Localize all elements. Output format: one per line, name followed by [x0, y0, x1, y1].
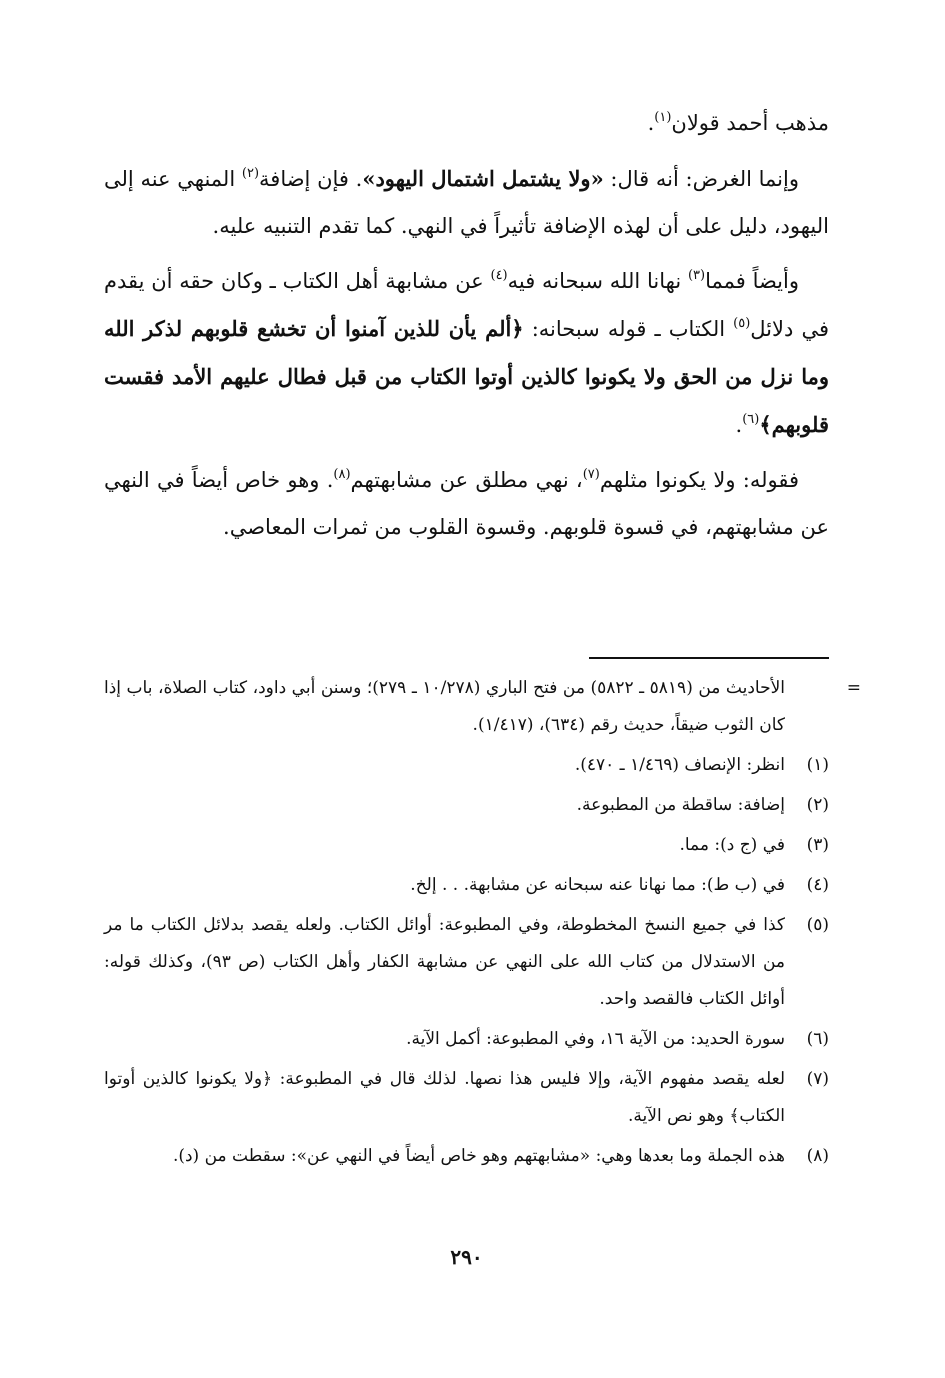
text-span: المنهي عنه إلى اليهود، دليل على أن لهذه الإضافة تأثيراً في النهي. كما تقدم التنبيه عليه. — [104, 167, 829, 238]
text-span: وأيضاً فمما — [705, 269, 799, 293]
text-span: الكتاب ـ قوله سبحانه: — [523, 317, 734, 341]
footnote-text: إضافة: ساقطة من المطبوعة. — [576, 795, 785, 815]
footnote-7 — [104, 1061, 829, 1135]
continuation-mark: = — [846, 678, 861, 698]
page-body — [104, 100, 861, 1269]
footnote-number: (٥) — [806, 915, 829, 935]
footnote-number: (٨) — [806, 1146, 829, 1166]
footnote-ref-6: (٦) — [742, 412, 760, 427]
footnote-text: لعله يقصد مفهوم الآية، وإلا فليس هذا نصها. لذلك قال في المطبوعة: ﴿ولا يكونوا كالذين أوتوا الكتاب﴾ وهو نص الآية. — [104, 1069, 785, 1126]
paragraph-3 — [104, 258, 829, 449]
footnote-ref-3: (٣) — [687, 268, 706, 283]
footnote-ref-8: (٨) — [333, 467, 351, 482]
footnote-ref-4: (٤) — [490, 268, 508, 283]
text-span: مذهب أحمد قولان — [671, 111, 829, 135]
footnote-number: (٤) — [806, 875, 829, 895]
footnote-ref-7: (٧) — [582, 467, 600, 482]
footnote-1 — [104, 747, 829, 784]
footnote-8 — [104, 1138, 829, 1175]
footnote-divider — [589, 657, 829, 659]
footnote-text: في (ج د): مما. — [679, 835, 785, 855]
footnote-4 — [104, 867, 829, 904]
text-span: عن مشابهة أهل الكتاب ـ وكان حقه أن يقدم في دلائل — [104, 269, 829, 341]
footnote-text: كذا في جميع النسخ المخطوطة، وفي المطبوعة: أوائل الكتاب. ولعله يقصد بدلائل الكتاب ما مر من الاستدلال من كتاب الله على النهي عن مشابهة الكفار وأهل الكتاب (ص ٩٣)، وكذلك قوله: أوائل الكتاب فالقصد واحد. — [104, 915, 786, 1009]
text-span: . وهو خاص أيضاً في النهي عن مشابهتهم، في قسوة قلوبهم. وقسوة القلوب من ثمرات المعاصي. — [104, 468, 829, 539]
footnote-ref-1: (١) — [654, 110, 672, 125]
footnote-text: سورة الحديد: من الآية ١٦، وفي المطبوعة: أكمل الآية. — [406, 1029, 785, 1049]
footnote-5 — [104, 907, 829, 1018]
main-text — [104, 100, 829, 551]
quran-verse: ﴿ألم يأن للذين آمنوا أن تخشع قلوبهم لذكر الله وما نزل من الحق ولا يكونوا كالذين أوتوا الكتاب من قبل فطال عليهم الأمد فقست قلوبهم﴾ — [104, 316, 829, 437]
paragraph-1 — [104, 100, 829, 147]
hadith-quote: «ولا يشتمل اشتمال اليهود» — [362, 166, 604, 191]
footnote-ref-5: (٥) — [733, 316, 751, 331]
footnote-number: (٦) — [806, 1029, 829, 1049]
footnotes — [104, 670, 861, 1178]
footnote-text: انظر: الإنصاف (١/٤٦٩ ـ ٤٧٠). — [574, 755, 785, 775]
text-span: نهانا الله سبحانه فيه — [507, 269, 688, 293]
footnote-number: (٧) — [806, 1069, 829, 1089]
text-span: وإنما الغرض: أنه قال: — [603, 167, 800, 191]
text-span: . فإن إضافة — [259, 167, 363, 191]
paragraph-4 — [104, 457, 829, 551]
footnote-ref-2: (٢) — [241, 166, 260, 181]
footnote-6 — [104, 1021, 829, 1058]
footnote-text: الأحاديث من (٥٨١٩ ـ ٥٨٢٢) من فتح الباري (١٠/٢٧٨ ـ ٢٧٩)؛ وسنن أبي داود، كتاب الصلاة، باب إذا كان الثوب ضيقاً، حديث رقم (٦٣٤)، (١/٤١٧). — [104, 678, 786, 735]
footnote-number: (١) — [806, 755, 829, 775]
text-span: . — [735, 413, 743, 437]
page-number: ٢٩٠ — [450, 1245, 483, 1269]
footnote-2 — [104, 787, 829, 824]
footnote-text: هذه الجملة وما بعدها وهي: «مشابهتهم وهو خاص أيضاً في النهي عن»: سقطت من (د). — [172, 1146, 785, 1166]
footnote-text: في (ب ط): مما نهانا عنه سبحانه عن مشابهة. . . إلخ. — [410, 875, 785, 895]
footnote-number: (٣) — [806, 835, 829, 855]
footnote-number: (٢) — [806, 795, 829, 815]
text-span: ، نهي مطلق عن مشابهتهم — [350, 468, 583, 492]
footnote-continuation — [104, 670, 861, 744]
text-span: فقوله: ولا يكونوا مثلهم — [599, 468, 799, 492]
footnote-3 — [104, 827, 829, 864]
paragraph-2 — [104, 155, 829, 250]
text-span: . — [647, 111, 655, 135]
